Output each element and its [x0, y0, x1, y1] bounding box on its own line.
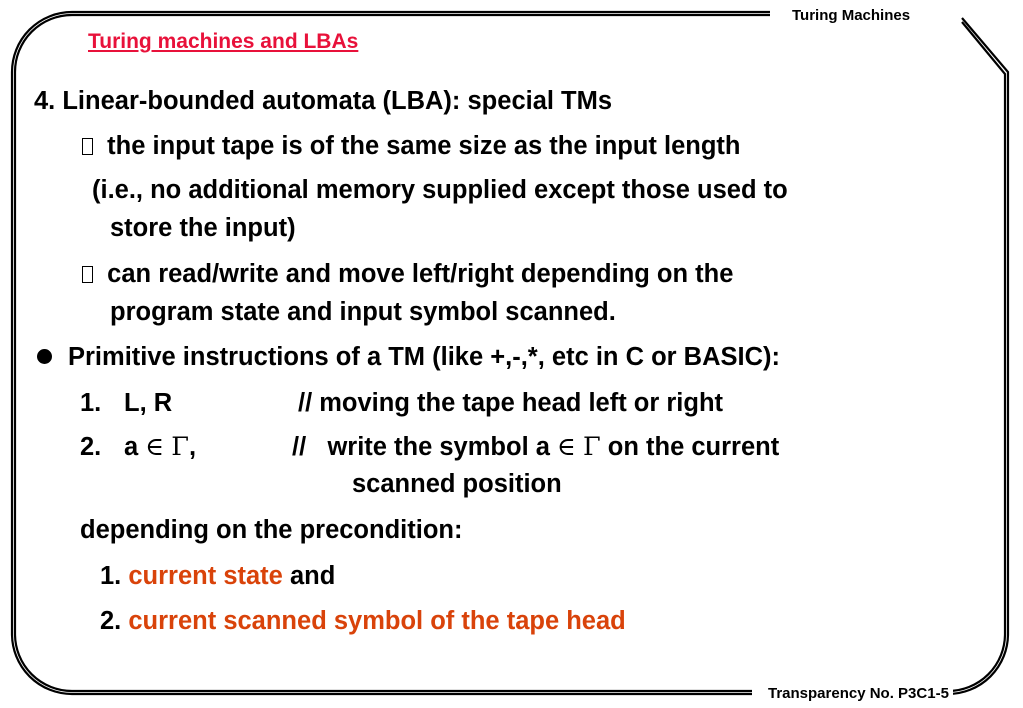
instr-1-comment: // moving the tape head left or right: [298, 389, 724, 417]
lba-point-1: [82, 131, 741, 161]
lba-point-1-text: the input tape is of the same size as the input length: [107, 132, 741, 160]
condition-1: 1. current state and: [100, 562, 336, 590]
condition-1-highlight: current state: [128, 562, 283, 590]
slide-title: Turing machines and LBAs: [88, 30, 359, 53]
precondition-heading: depending on the precondition:: [80, 516, 463, 544]
lba-heading: 4. Linear-bounded automata (LBA): special TMs: [34, 87, 613, 115]
instr-2-comment: // write the symbol a ∈ Γ on the current: [292, 432, 780, 462]
lba-point-2-text: can read/write and move left/right depending on the: [107, 260, 734, 288]
lba-point-1-note: (i.e., no additional memory supplied except those used to: [92, 176, 788, 204]
primitive-heading: Primitive instructions of a TM (like +,-,*, etc in C or BASIC):: [68, 343, 780, 371]
box-bullet-icon: [82, 138, 93, 155]
lba-point-1-note-cont: store the input): [110, 214, 296, 242]
filled-circle-bullet-icon: [37, 349, 52, 364]
instr-2-num: 2.: [80, 433, 102, 461]
gamma-symbol: Γ: [171, 432, 189, 462]
condition-2-highlight: current scanned symbol of the tape head: [128, 607, 626, 635]
transparency-number: Transparency No. P3C1-5: [764, 685, 953, 702]
instr-2-code: a ∈ Γ,: [124, 432, 197, 462]
condition-2: 2. current scanned symbol of the tape head: [100, 607, 626, 635]
instr-1-num: 1.: [80, 389, 102, 417]
box-bullet-icon: [82, 266, 93, 283]
course-title: Turing Machines: [788, 7, 914, 24]
element-of-symbol: ∈: [145, 432, 165, 462]
element-of-symbol: ∈: [557, 432, 576, 462]
lba-point-2-cont: program state and input symbol scanned.: [110, 298, 616, 326]
instr-1-code: L, R: [124, 389, 173, 417]
gamma-symbol: Γ: [583, 432, 601, 462]
lba-point-2: [82, 259, 733, 289]
instr-2-comment-cont: scanned position: [352, 470, 562, 498]
